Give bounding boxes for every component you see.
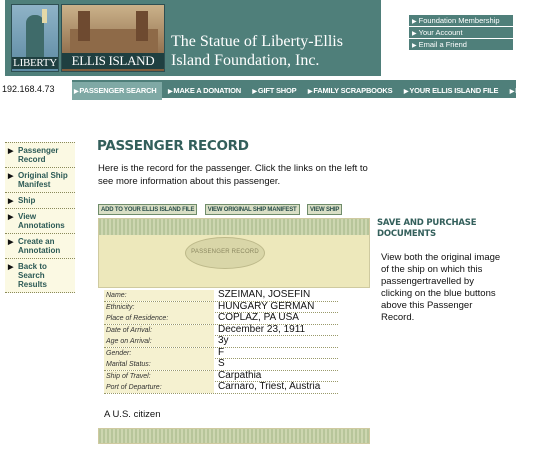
record-row [104, 382, 338, 394]
right-triangle-icon: ▶ [509, 89, 515, 95]
link-label: Foundation Membership [418, 16, 500, 25]
view-ship-button[interactable]: VIEW SHIP [307, 204, 342, 215]
nav-make-donation[interactable] [166, 82, 246, 100]
email-friend-link[interactable] [409, 39, 513, 50]
intro-text: Here is the record for the passenger. Click the links on the left to see more information about this passenger. [98, 163, 368, 187]
sidebar-item-view-annotations[interactable] [5, 209, 75, 234]
nav-passenger-search[interactable] [72, 82, 162, 100]
tower-icon [136, 11, 148, 41]
sidebar-item-original-ship-manifest[interactable] [5, 168, 75, 193]
nav-label: YOUR ELLIS ISLAND FILE [409, 86, 499, 95]
right-triangle-icon: ▶ [8, 173, 14, 180]
record-value: Carnaro, Triest, Austria [218, 381, 321, 392]
banner-header [5, 0, 381, 76]
decorative-border [99, 219, 369, 235]
right-triangle-icon: ▶ [307, 89, 313, 95]
right-triangle-icon: ▶ [8, 198, 14, 205]
record-value: Carpathia [218, 369, 262, 381]
sidebar-item-ship[interactable] [5, 193, 75, 209]
right-triangle-icon: ▶ [412, 43, 417, 49]
sidebar-item-label: Create an Annotation [18, 237, 61, 255]
address-text: 192.168.4.73 [2, 84, 55, 94]
liberty-logo[interactable] [11, 4, 59, 72]
nav-your-ellis-island-file[interactable] [402, 82, 503, 100]
record-header-panel [98, 218, 370, 288]
save-documents-text: View both the original image of the ship on which this passengertravelled by clicking on the blue buttons above this Passenger Record. [381, 252, 501, 323]
passenger-record-table [104, 290, 338, 394]
record-value: SZEIMAN, JOSEFIN [218, 289, 311, 300]
your-account-link[interactable] [409, 27, 513, 38]
record-label: Date of Arrival: [104, 325, 214, 336]
record-label: Place of Residence: [104, 313, 214, 324]
right-triangle-icon: ▶ [167, 89, 173, 95]
account-links [409, 15, 513, 51]
right-triangle-icon: ▶ [252, 89, 257, 95]
record-value: December 23, 1911 [218, 323, 306, 335]
record-value: 3y [218, 335, 229, 346]
nav-immigrant[interactable] [508, 82, 534, 100]
nav-label: IMM [515, 86, 530, 95]
ellis-island-logo[interactable] [61, 4, 165, 72]
decorative-border [98, 428, 370, 444]
nav-label: GIFT SHOP [257, 86, 297, 95]
record-actions [98, 198, 345, 216]
sidebar-item-label: Passenger Record [18, 146, 59, 164]
sidebar-item-label: View Annotations [18, 212, 65, 230]
record-label: Port of Departure: [104, 382, 214, 393]
record-value: S [218, 358, 225, 369]
record-value: HUNGARY GERMAN [218, 300, 315, 312]
nav-family-scrapbooks[interactable] [306, 82, 398, 100]
passenger-record-seal [185, 237, 265, 269]
save-documents-heading: SAVE AND PURCHASE DOCUMENTS [377, 218, 477, 239]
ellis-logo-label: ELLIS ISLAND [62, 53, 164, 69]
right-triangle-icon: ▶ [412, 19, 417, 25]
record-label: Marital Status: [104, 359, 214, 370]
liberty-logo-label: LIBERTY [13, 57, 57, 69]
site-banner [0, 0, 516, 78]
sidebar-item-label: Original Ship Manifest [18, 171, 68, 189]
sidebar [5, 142, 75, 293]
right-triangle-icon: ▶ [412, 31, 417, 37]
record-label: Age on Arrival: [104, 336, 214, 347]
link-label: Your Account [418, 28, 463, 37]
record-value: COPLAZ, PA USA [218, 312, 299, 323]
citizenship-note: A U.S. citizen [104, 409, 161, 420]
foundation-membership-link[interactable] [409, 15, 513, 26]
record-value: F [218, 346, 225, 358]
right-triangle-icon: ▶ [403, 89, 409, 95]
right-triangle-icon: ▶ [8, 148, 14, 155]
foundation-name: The Statue of Liberty-Ellis Island Foundation, Inc. [171, 33, 343, 69]
tower-icon [78, 11, 90, 41]
nav-label: MAKE A DONATION [173, 86, 241, 95]
view-manifest-button[interactable]: VIEW ORIGINAL SHIP MANIFEST [205, 204, 300, 215]
link-label: Email a Friend [418, 40, 467, 49]
seal-text: PASSENGER RECORD [191, 249, 259, 255]
right-triangle-icon: ▶ [8, 239, 14, 246]
sidebar-item-label: Ship [18, 196, 36, 205]
page-title: PASSENGER RECORD [97, 138, 249, 154]
torch-icon [42, 9, 47, 23]
sidebar-item-back-to-search[interactable] [5, 259, 75, 293]
record-label: Ship of Travel: [104, 371, 214, 382]
record-label: Gender: [104, 348, 214, 359]
nav-gift-shop[interactable] [250, 82, 301, 100]
record-label: Ethnicity: [104, 302, 214, 313]
sidebar-item-passenger-record[interactable] [5, 143, 75, 168]
right-triangle-icon: ▶ [8, 264, 14, 271]
record-label: Name: [104, 290, 214, 301]
add-to-file-button[interactable]: ADD TO YOUR ELLIS ISLAND FILE [98, 204, 197, 215]
main-nav [72, 80, 530, 98]
nav-label: PASSENGER SEARCH [79, 86, 157, 95]
right-triangle-icon: ▶ [8, 214, 14, 221]
right-triangle-icon: ▶ [74, 89, 79, 95]
sidebar-item-create-annotation[interactable] [5, 234, 75, 259]
sidebar-item-label: Back to Search Results [18, 262, 47, 289]
nav-label: FAMILY SCRAPBOOKS [313, 86, 393, 95]
